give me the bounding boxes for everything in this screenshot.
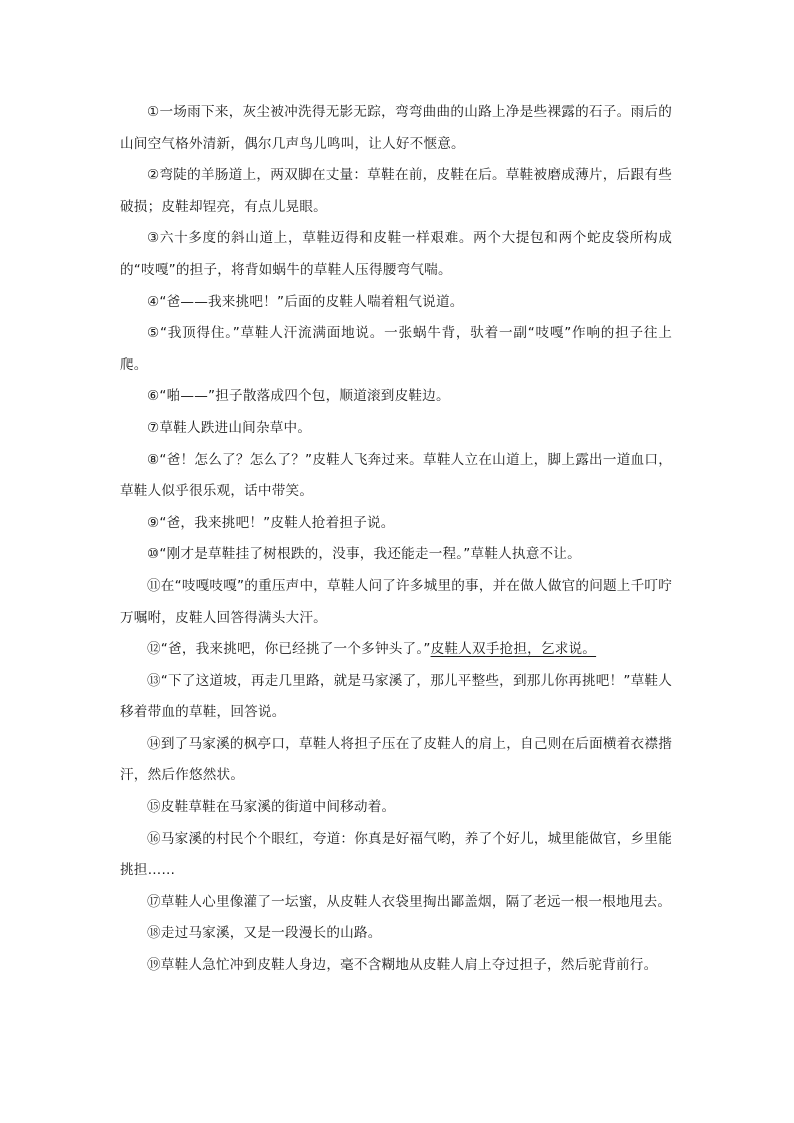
paragraph-11: ⑪在“吱嘎吱嘎”的重压声中，草鞋人问了许多城里的事，并在做人做官的问题上千叮咛万嘱咐，皮鞋人回答得满头大汗。 xyxy=(120,577,672,626)
paragraph-6: ⑥“啪——”担子散落成四个包，顺道滚到皮鞋边。 xyxy=(147,388,450,405)
paragraph-9: ⑨“爸，我来挑吧！”皮鞋人抢着担子说。 xyxy=(147,514,395,531)
paragraph-16: ⑯马家溪的村民个个眼红，夸道：你真是好福气哟，养了个好儿，城里能做官，乡里能挑担…… xyxy=(120,830,672,879)
article-body xyxy=(120,97,672,982)
paragraph-17: ⑰草鞋人心里像灌了一坛蜜，从皮鞋人衣袋里掏出鄙盖烟，隔了老远一根一根地甩去。 xyxy=(147,893,672,910)
paragraph-14: ⑭到了马家溪的枫亭口，草鞋人将担子压在了皮鞋人的肩上，自己则在后面横着衣襟揩汗，然后作悠然状。 xyxy=(120,735,672,784)
paragraph-13: ⑬“下了这道坡，再走几里路，就是马家溪了，那儿平整些，到那儿你再挑吧！”草鞋人移着带血的草鞋，回答说。 xyxy=(120,672,672,721)
paragraph-1: ①一场雨下来，灰尘被冲洗得无影无踪，弯弯曲曲的山路上净是些裸露的石子。雨后的山间空气格外清新，偶尔几声鸟儿鸣叫，让人好不惬意。 xyxy=(120,104,672,152)
paragraph-18: ⑱走过马家溪，又是一段漫长的山路。 xyxy=(147,925,382,942)
paragraph-7: ⑦草鞋人跌进山间杂草中。 xyxy=(147,419,312,436)
paragraph-12: ⑫“爸，我来挑吧，你已经挑了一个多钟头了。”皮鞋人双手抢担，乞求说。 xyxy=(147,641,597,658)
paragraph-5: ⑤“我顶得住。”草鞋人汗流满面地说。一张蜗牛背，驮着一副“吱嘎”作响的担子往上爬。 xyxy=(120,325,672,373)
paragraph-3: ③六十多度的斜山道上，草鞋迈得和皮鞋一样艰难。两个大提包和两个蛇皮袋所构成的“吱嘎”的担子，将背如蜗牛的草鞋人压得腰弯气喘。 xyxy=(120,230,672,278)
underlined-phrase: 皮鞋人双手抢担，乞求说。 xyxy=(430,641,597,658)
paragraph-8: ⑧“爸！怎么了？怎么了？”皮鞋人飞奔过来。草鞋人立在山道上，脚上露出一道血口，草鞋人似乎很乐观，话中带笑。 xyxy=(120,451,672,500)
paragraph-4: ④“爸——我来挑吧！”后面的皮鞋人喘着粗气说道。 xyxy=(147,293,464,310)
paragraph-15: ⑮皮鞋草鞋在马家溪的街道中间移动着。 xyxy=(147,799,396,816)
paragraph-10: ⑩“刚才是草鞋挂了树根跌的，没事，我还能走一程。”草鞋人执意不让。 xyxy=(147,546,581,563)
paragraph-19: ⑲草鞋人急忙冲到皮鞋人身边，毫不含糊地从皮鞋人肩上夺过担子，然后驼背前行。 xyxy=(147,957,658,974)
paragraph-2: ②弯陡的羊肠道上，两双脚在丈量：草鞋在前，皮鞋在后。草鞋被磨成薄片，后跟有些破损；皮鞋却锃亮，有点儿晃眼。 xyxy=(120,167,672,215)
